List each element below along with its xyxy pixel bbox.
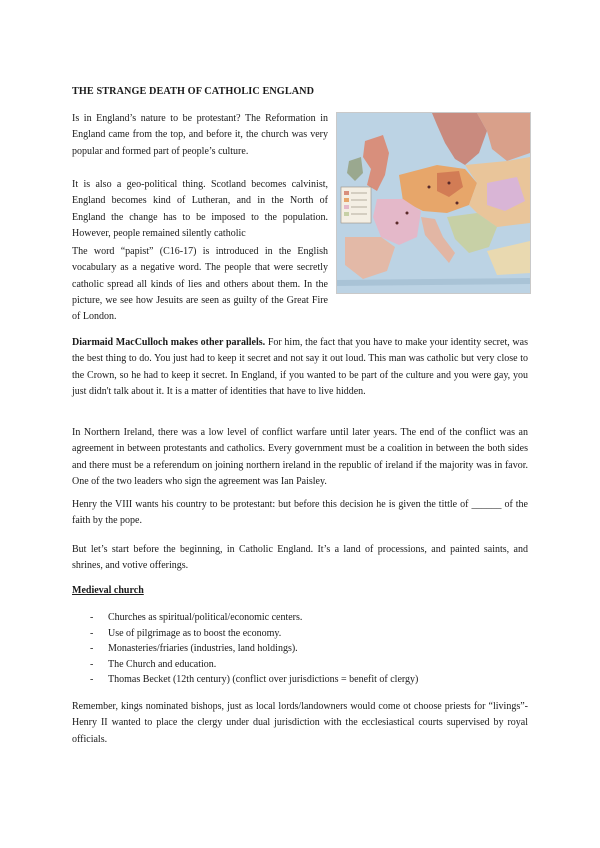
paragraph-northern-ireland: In Northern Ireland, there was a low level of conflict warfare until later years. The end of the conflict was an agreement in between protestants and catholics. Every government must be a coalition in between the both sides and there must be a referendum on joining northern ireland in the republic of ireland if the majority was in favor. One of the two leaders who sign the agreement was Ian Paisley. — [72, 427, 528, 487]
list-item: - Churches as spiritual/political/economic centers. — [90, 612, 303, 623]
paragraph-papist: The word “papist” (C16-17) is introduced in the English vocabulary as a negative word. The people that were secretly catholic spread all kinds of lies and others about them. In the picture, we see how Jesuits are seen as guilty of the Great Fire of London. — [72, 246, 328, 323]
list-item: - Use of pilgrimage as to boost the economy. — [90, 627, 282, 639]
map-image — [336, 112, 531, 294]
paragraph-geopolitics: It is also a geo-political thing. Scotland becomes calvinist, England becomes kind of Lutheran, and in the North of England the change has to be imposed to the population. However, people remained silently catholic — [72, 179, 328, 239]
list-item: - Monasteries/friaries (industries, land holdings). — [90, 643, 298, 655]
macculloch-body: For him, the fact that you have to make your identity secret, was the best thing to do. You just had to keep it secret and not say it out loud. This man was catholic but very close to the Crown, so he had to keep it secret. In England, if you wanted to be part of the culture and you were gay, you just didn't talk about it. It is a matter of identities that have to live hidden. — [72, 337, 528, 397]
paragraph-catholic-england: But let’s start before the beginning, in Catholic England. It’s a land of processions, and painted saints, and shrines, and votive offerings. — [72, 544, 528, 572]
list-item: - Thomas Becket (12th century) (conflict over jurisdictions = benefit of clergy) — [90, 674, 419, 686]
paragraph-reformation: Is in England’s nature to be protestant? The Reformation in England came from the top, and before it, the church was very popular and formed part of people’s culture. — [72, 113, 328, 157]
macculloch-lead: Diarmaid MacCulloch makes other parallels. — [72, 337, 266, 348]
paragraph-kings-bishops: Remember, kings nominated bishops, just as local lords/landowners would come ot choose priests for “livings”- Henry II wanted to place the clergy under dual jurisdiction with the ecclesiastical courts supervised by royal officials. — [72, 701, 528, 745]
europe-reformation-map — [337, 113, 530, 293]
page-title: THE STRANGE DEATH OF CATHOLIC ENGLAND — [72, 86, 315, 97]
paragraph-henry-viii: Henry the VIII wants his country to be protestant: but before this decision he is given the tittle of ______ of the faith by the pope. — [72, 499, 528, 527]
list-item: - The Church and education. — [90, 658, 217, 670]
medieval-church-list — [90, 610, 510, 688]
paragraph-macculloch — [72, 335, 528, 400]
section-heading-medieval-church: Medieval church — [72, 585, 144, 596]
